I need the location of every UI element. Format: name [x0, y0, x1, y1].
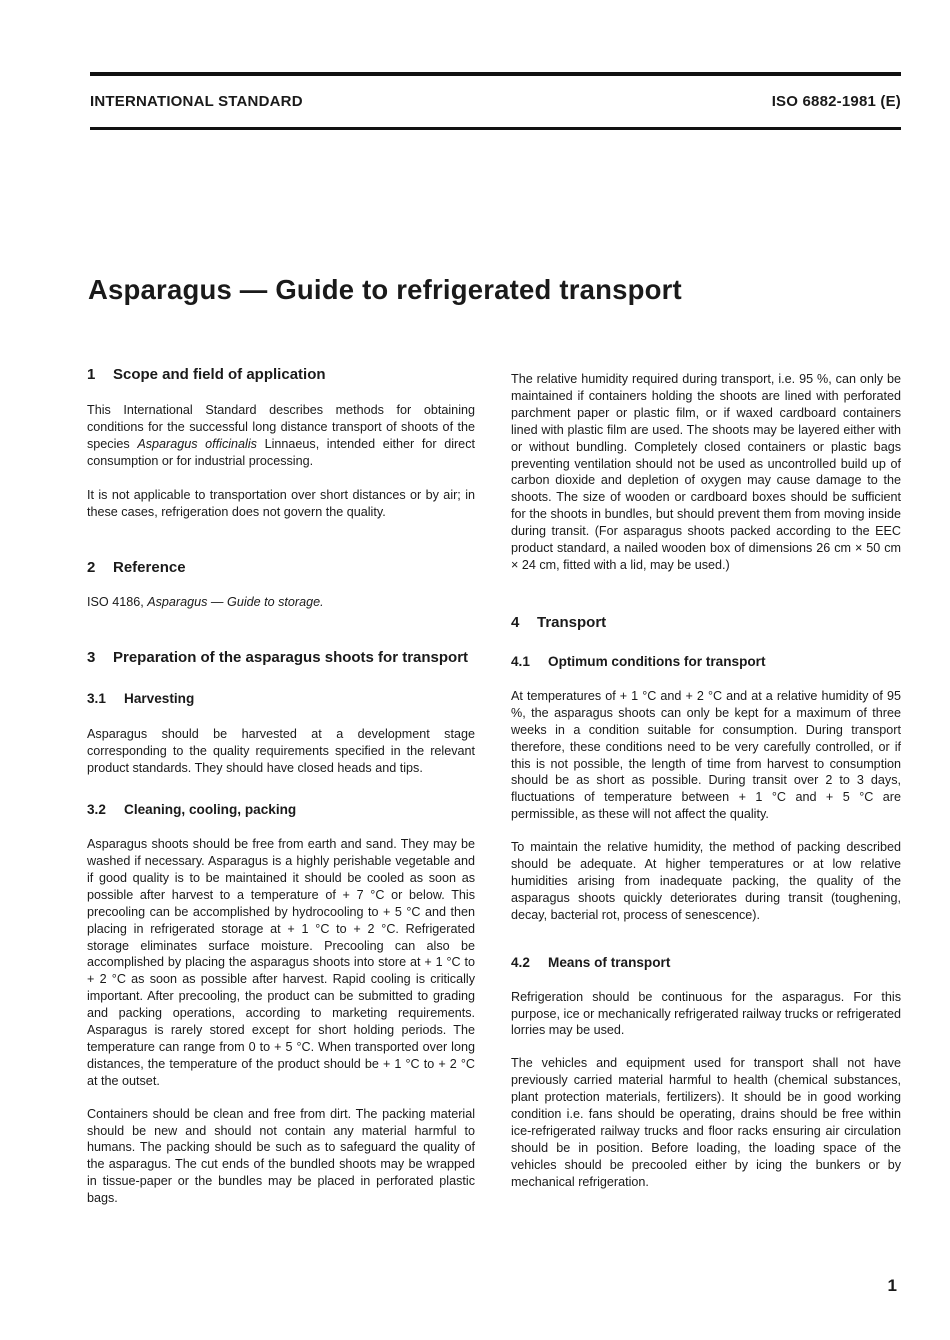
section-3-heading [87, 649, 475, 666]
subsection-number: 4.1 [511, 653, 530, 669]
left-column [87, 366, 475, 1207]
subsection-title: Optimum conditions for transport [548, 653, 766, 669]
document-type: INTERNATIONAL STANDARD [90, 93, 303, 110]
header-bottom-rule [90, 127, 901, 130]
paragraph: This International Standard describes methods for obtaining conditions for the successful long distance transport of shoots of the species Asparagus officinalis Linnaeus, intended either for direct consumption or for industrial processing. [87, 403, 475, 468]
subsection-number: 4.2 [511, 954, 530, 970]
paragraph: Asparagus shoots should be free from earth and sand. They may be washed if necessary. Asparagus is a highly perishable vegetable and if good quality is to be maintained it should be cooled as soon as possible after harvest to a temperature of + 7 °C or below. This precooling can be accomplished by hydrocooling to + 5 °C and then placing in refrigerated storage at + 1 °C to + 2 °C. Refrigerated storage eliminates surface moisture. Precooling can also be accomplished by placing the asparagus shoots into store at + 1 °C to + 2 °C as soon as possible after harvest. Rapid cooling is critically important. After precooling, the product can be submitted to grading and packing operations, according to marketing requirements. Asparagus is rarely stored except for short holding periods. The temperature can range from 0 to + 5 °C. When transported over long distances, the temperature of the product should be + 1 °C to + 2 °C at the outset. [87, 837, 475, 1088]
subsection-number: 3.2 [87, 802, 106, 818]
section-number: 1 [87, 366, 96, 383]
subsection-3-2-heading [87, 801, 475, 818]
paragraph: The relative humidity required during transport, i.e. 95 %, can only be maintained if containers holding the shoots are lined with perforated parchment paper or plastic film, or if waxed cardboard containers lined with plastic film are used. The shoots may be layered either with or without bundling. Completely closed containers or plastic bags preventing ventilation should not be used as uncontrolled build up of carbon dioxide and depletion of oxygen may cause damage to the shoots. The size of wooden or cardboard boxes should be sufficient for the shoots in bundles, but should prevent them from moving inside during transit. (For asparagus shoots packed according to the EEC product standard, a nailed wooden box of dimensions 26 cm × 50 cm × 24 cm, fitted with a lid, may be used.) [511, 372, 901, 572]
section-4-heading [511, 614, 901, 631]
section-number: 2 [87, 559, 96, 577]
paragraph: To maintain the relative humidity, the method of packing described should be adequate. At higher temperatures or at low relative humidities arising from inadequate packing, the quality of the asparagus shoots quickly deteriorates during transit (toughening, decay, bacterial rot, process of senescence). [511, 840, 901, 922]
subsection-3-1-heading [87, 690, 475, 707]
subsection-title: Means of transport [548, 954, 671, 970]
paragraph: The vehicles and equipment used for transport shall not have previously carried material harmful to health (chemical substances, plant protection materials, fertilizers). It should be in good working condition i.e. fans should be operating, drains should be free within ice-refrigerated railway trucks and floor racks ensuring air circulation should be in position. Before loading, the loading space of the vehicles should be precooled either by icing the bunkers or by mechanical refrigeration. [511, 1056, 901, 1189]
section-number: 4 [511, 613, 520, 631]
section-title: Transport [537, 613, 607, 631]
paragraph: Asparagus should be harvested at a development stage corresponding to the quality requirements specified in the relevant product standards. They should have closed heads and tips. [87, 727, 475, 776]
subsection-4-1-heading [511, 653, 901, 670]
subsection-number: 3.1 [87, 691, 106, 707]
header-top-rule [90, 72, 901, 76]
section-title: Reference [113, 559, 186, 577]
paragraph: Refrigeration should be continuous for the asparagus. For this purpose, ice or mechanically refrigerated railway trucks or refrigerated lorries may be used. [511, 989, 901, 1038]
paragraph: At temperatures of + 1 °C and + 2 °C and at a relative humidity of 95 %, the asparagus shoots can only be kept for a maximum of three weeks in a condition suitable for consumption. During transport therefore, these conditions need to be very carefully controlled, or if this is not possible, the length of time from harvest to consumption should be as short as possible. During transit over 2 to 3 days, fluctuations of temperature between + 1 °C and + 5 °C are permissible, as these will not affect the quality. [511, 688, 901, 822]
reference-title: Asparagus — Guide to storage. [147, 595, 324, 610]
species-name: Asparagus officinalis [137, 436, 257, 451]
section-title: Preparation of the asparagus shoots for transport [113, 649, 469, 667]
subsection-4-2-heading [511, 954, 901, 971]
subsection-title: Cleaning, cooling, packing [124, 802, 297, 818]
standard-number: ISO 6882-1981 (E) [771, 93, 901, 110]
paragraph: It is not applicable to transportation over short distances or by air; in these cases, refrigeration does not govern the quality. [87, 487, 475, 519]
section-1-heading [87, 366, 475, 383]
reference-entry: ISO 4186, Asparagus — Guide to storage. [87, 595, 324, 610]
section-title: Scope and field of application [113, 366, 326, 383]
section-2-heading [87, 559, 475, 576]
page-title: Asparagus — Guide to refrigerated transport [88, 274, 682, 305]
section-number: 3 [87, 649, 96, 667]
paragraph: Containers should be clean and free from dirt. The packing material should be new and should not contain any material harmful to humans. The packing should be such as to safeguard the quality of the asparagus. The cut ends of the bundled shoots may be wrapped in tissue-paper or the bundles may be placed in perforated plastic bags. [87, 1106, 475, 1206]
subsection-title: Harvesting [124, 691, 195, 707]
right-column [511, 371, 901, 1191]
page-number: 1 [887, 1276, 897, 1295]
